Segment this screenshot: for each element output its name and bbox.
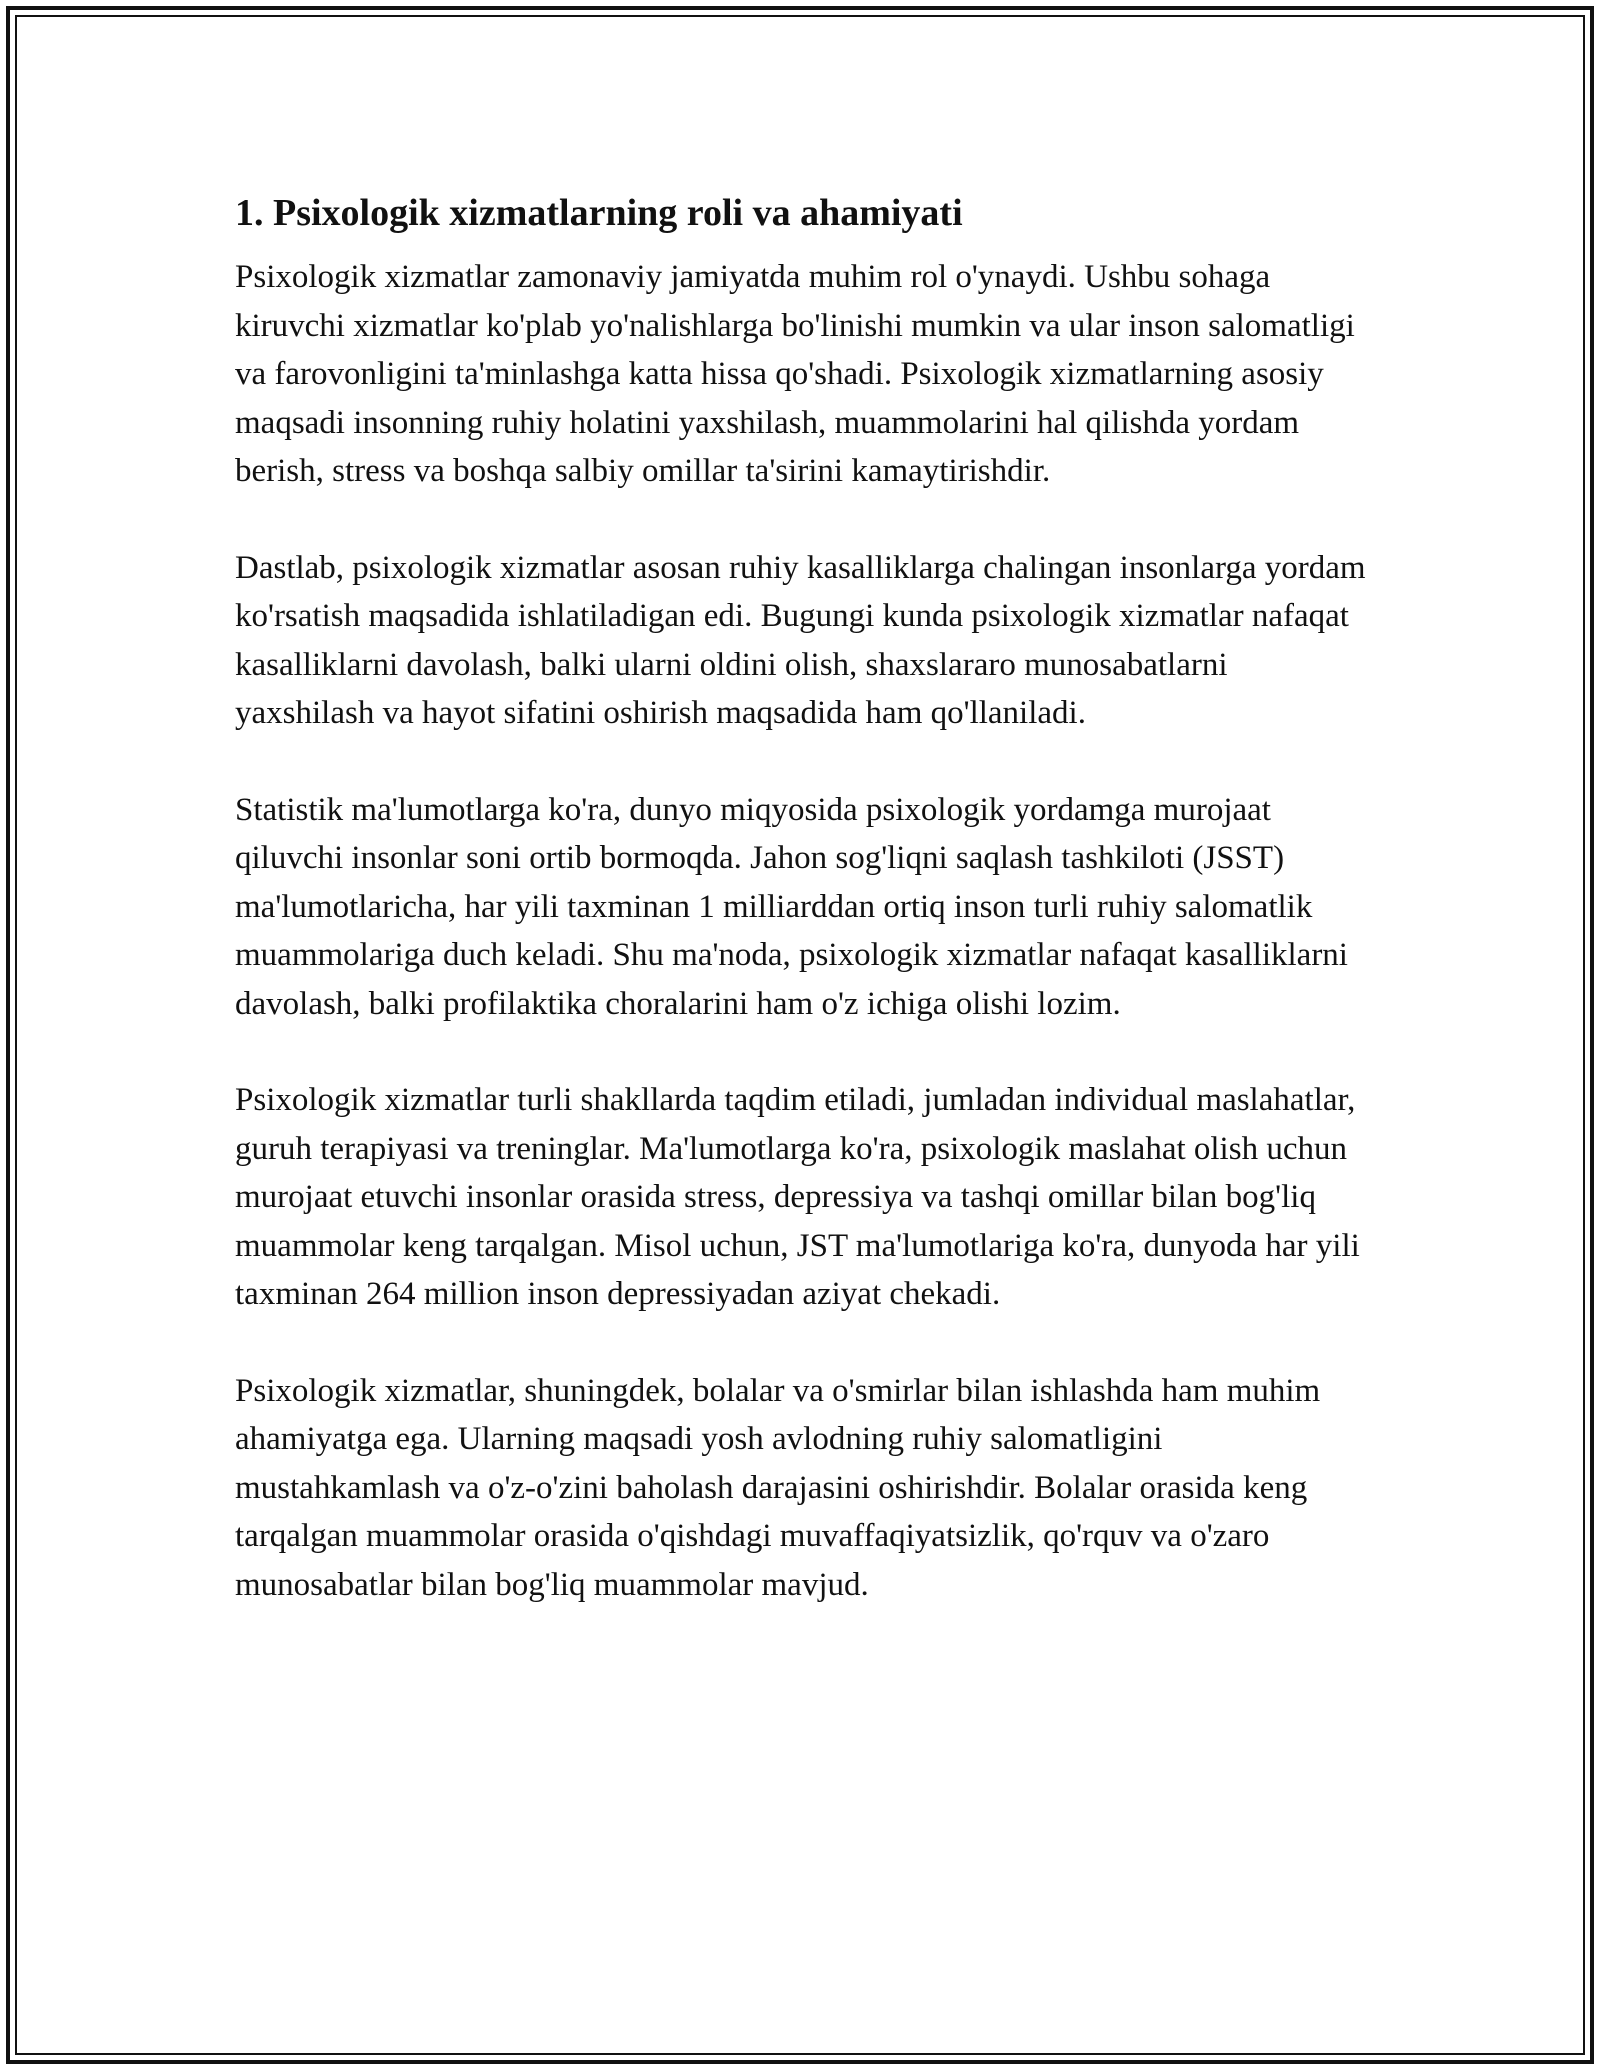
paragraph-statistics: Statistik ma'lumotlarga ko'ra, dunyo miqyosida psixologik yordamga murojaat qiluvchi insonlar soni ortib bormoqda. Jahon sog'liqni saqlash tashkiloti (JSST) ma'lumotlaricha, har yili taxminan 1 milliarddan ortiq inson turli ruhiy salomatlik muammolariga duch keladi. Shu ma'noda, psixologik xizmatlar nafaqat kasalliklarni davolash, balki profilaktika choralarini ham o'z ichiga olishi lozim.: [235, 791, 1348, 1022]
paragraph-role: Psixologik xizmatlar zamonaviy jamiyatda muhim rol o'ynaydi. Ushbu sohaga kiruvchi xizmatlar ko'plab yo'nalishlarga bo'linishi mumkin va ular inson salomatligi va farovonligini ta'minlashga katta hissa qo'shadi. Psixologik xizmatlarning asosiy maqsadi insonning ruhiy holatini yaxshilash, muammolarini hal qilishda yordam berish, stress va boshqa salbiy omillar ta'sirini kamaytirishdir.: [235, 259, 1355, 489]
paragraph-forms: Psixologik xizmatlar turli shakllarda taqdim etiladi, jumladan individual maslahatlar, guruh terapiyasi va treninglar. Ma'lumotlarga ko'ra, psixologik maslahat olish uchun murojaat etuvchi insonlar orasida stress, depressiya va tashqi omillar bilan bog'liq muammolar keng tarqalgan. Misol uchun, JST ma'lumotlariga ko'ra, dunyoda har yili taxminan 264 million inson depressiyadan aziyat chekadi.: [235, 1082, 1360, 1312]
paragraph-history: Dastlab, psixologik xizmatlar asosan ruhiy kasalliklarga chalingan insonlarga yordam ko'rsatish maqsadida ishlatiladigan edi. Bugungi kunda psixologik xizmatlar nafaqat kasalliklarni davolash, balki ularni oldini olish, shaxslararo munosabatlarni yaxshilash va hayot sifatini oshirish maqsadida ham qo'llaniladi.: [235, 549, 1366, 731]
paragraph-children: Psixologik xizmatlar, shuningdek, bolalar va o'smirlar bilan ishlashda ham muhim ahamiyatga ega. Ularning maqsadi yosh avlodning ruhiy salomatligini mustahkamlash va o'z-o'zini baholash darajasini oshirishdir. Bolalar orasida keng tarqalgan muammolar orasida o'qishdagi muvaffaqiyatsizlik, qo'rquv va o'zaro munosabatlar bilan bog'liq muammolar mavjud.: [235, 1372, 1321, 1603]
section-heading: 1. Psixologik xizmatlarning roli va ahamiyati: [235, 192, 963, 234]
document-body: [235, 185, 1375, 1657]
